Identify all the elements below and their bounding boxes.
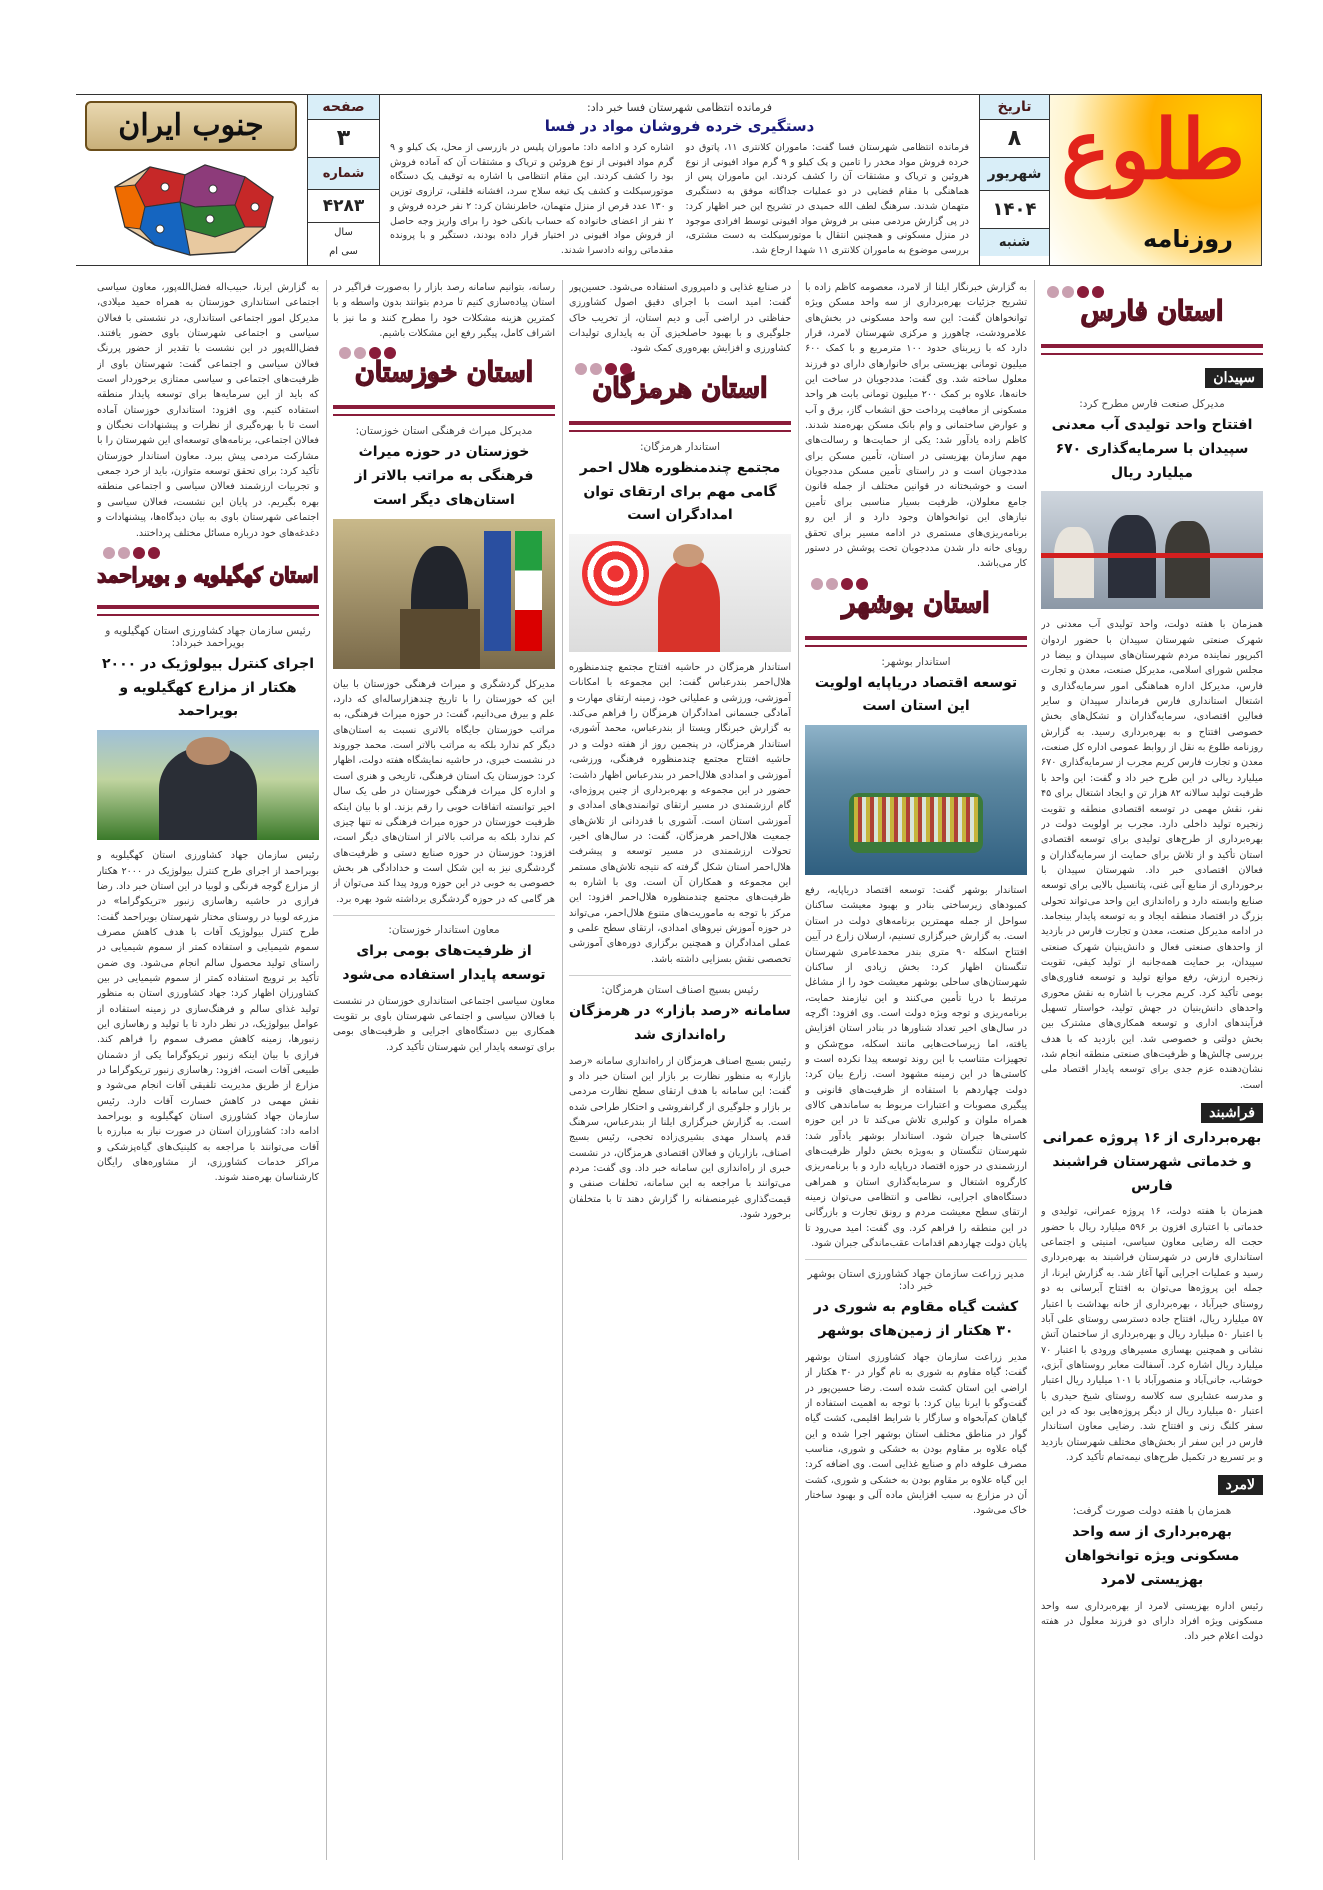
article-headline: از ظرفیت‌های بومی برای توسعه پایدار استفاده می‌شود (342, 942, 546, 983)
column-divider (562, 280, 563, 1860)
article-body: همزمان با هفته دولت، واحد تولیدی آب معدنی در شهرک صنعتی شهرستان سپیدان با حضور اردوان اکبرپور نماینده مردم شهرستان‌های سپیدان و بیضا در مجلس شورای اسلامی، مدیرکل صنعت، معدن و تجارت فارس، مدیرکل اداره هماهنگی امور سرمایه‌گذاری و اشتغال استانداری فارس فرماندار سپیدان و سایر فعالین اقتصادی، سرمایه‌گذاران و تشکل‌های بخش خصوصی افتتاح و به بهره‌برداری رسید. به گزارش روزنامه طلوع به نقل از روابط عمومی اداره کل صنعت، معدن و تجارت فارس کریم مجرب از سرمایه‌گذاری ۶۷۰ میلیارد ریالی در این طرح خبر داد و گفت: این واحد با ظرفیت تولید سالانه ۸۲ هزار تن و ایجاد اشتغال برای ۴۵ نفر، نقش مهمی در توسعه اقتصادی منطقه و تقویت زنجیره تولید داخلی دارد. مجرب بر اولویت دولت در بهره‌برداری از طرح‌های تولیدی برای توسعه اقتصادی استان تأکید و از تلاش برای حمایت از سرمایه‌گذاران و فعالان اقتصادی خبر داد. شهرستان سپیدان با برخورداری از منابع آبی غنی، پتانسیل بالایی برای توسعه صنایع وابسته دارد و راه‌اندازی این واحد می‌تواند تحولی بزرگ در اقتصاد منطقه ایجاد و به توسعه پایدار بینجامد. در ادامه مدیرکل صنعت، معدن و تجارت فارس در بازدید از واحدهای صنعتی فعال و دانش‌بنیان شهرک صنعتی سپیدان، بر حمایت همه‌جانبه از تولید کیفی، تقویت زنجیره ارزش، رفع موانع تولید و توسعه فناوری‌های بومی تأکید کرد. کریم مجرب با اشاره به نقش محوری واحدهای دانش‌بنیان در جهش تولید، خواستار تسهیل فرآیندهای اداری و توسعه همکاری‌های مشترک بین بخش دولتی و خصوصی شد. این بازدید که با هدف بررسی چالش‌ها و ظرفیت‌های صنعتی منطقه انجام شد، نشان‌دهنده عزم جدی برای توسعه پایدار اقتصاد ملی است. (1041, 619, 1263, 1091)
section-title-kohgiluyeh: استان کهگیلویه و بویراحمد (97, 562, 319, 587)
page-label: صفحه (308, 95, 379, 120)
article-body: استاندار بوشهر گفت: توسعه اقتصاد دریاپایه، رفع کمبودهای زیرساختی بنادر و بهبود معیشت ساکنان سواحل از جمله مهمترین برنامه‌های دولت در استان است. به گزارش خبرگزاری تسنیم، ارسلان زارع در آیین افتتاح اسکله ۹۰ متری بندر محمدعامری شهرستان تنگستان اظهار کرد: بخش زیادی از ساکنان شهرستان‌های ساحلی بوشهر معیشت خود را از مشاغل مرتبط با دریا تأمین می‌کنند و این نیازمند حمایت، برنامه‌ریزی و توجه ویژه دولت است. وی افزود: اگرچه در سال‌های اخیر تعداد شناورها در بنادر استان افزایش یافته، اما زیرساخت‌هایی مانند اسکله، موج‌شکن و تجهیزات متناسب با این روند توسعه پیدا نکرده است و کاستی‌ها در این زمینه مشهود است. زارع بیان کرد: دولت چهاردهم با استفاده از ظرفیت‌های قانونی و پیگیری مصوبات و اعتبارات مربوط به ساماندهی کالای همراه ملوان و کولبری تلاش می‌کند تا در این حوزه کاستی‌ها جبران شود. استاندار بوشهر یادآور شد: شهرستان تنگستان و به‌ویژه بخش دلوار ظرفیت‌های ارزشمندی در حوزه اقتصاد دریاپایه دارد و با برنامه‌ریزی کارگروه اشتغال و سرمایه‌گذاری استان و همراهی دستگاه‌های اجرایی، نظامی و انتظامی می‌توان زمینه ارتقای سطح معیشت مردم و رونق تجارت و بازرگانی در این منطقه را فراهم کرد. وی گفت: امید می‌رود تا پایان دولت چهاردهم اقدامات عقب‌ماندگی جبران شود. (805, 885, 1027, 1250)
article-headline: افتتاح واحد تولیدی آب معدنی سپیدان با سرمایه‌گذاری ۶۷۰ میلیارد ریال (1051, 417, 1253, 481)
column-khuzestan (333, 280, 555, 1860)
masthead (76, 94, 1262, 266)
section-header-bushehr (805, 576, 1027, 650)
article-kicker: رئیس بسیج اصناف استان هرمزگان: (601, 983, 759, 996)
newspaper-logo (1049, 95, 1261, 265)
city-tag-lamerd: لامرد (1218, 1475, 1263, 1495)
issue-number: ۴۲۸۳ (308, 190, 379, 223)
column-hormozgan (569, 280, 791, 1860)
article-headline: بهره‌برداری از ۱۶ پروژه عمرانی و خدماتی شهرستان فراشبند فارس (1042, 1130, 1262, 1194)
region-title: جنوب ایران (85, 101, 297, 151)
article-body: مدیرکل گردشگری و میراث فرهنگی خوزستان با بیان این که خوزستان را با تاریخ چندهزارساله‌ای که دارد، علم و بیرق می‌دانیم، گفت: در حوزه میراث فرهنگی، به مراتب خوزستان جایگاه بالاتری نسبت به استان‌های دیگر کم ندارد بلکه به مراتب بالاتر است. محمد جوروند در نشست خبری، در حاشیه نمایشگاه هفته دولت، اظهار کرد: خوزستان یک استان فرهنگی، تاریخی و هنری است و اداره کل میراث فرهنگی خوزستان در طی یک سال اخیر توانسته اتفاقات خوبی را رقم بزند. او با بیان اینکه ظرفیت خوزستان در حوزه میراث فرهنگی نه تنها چیزی کم ندارد بلکه به مراتب بالاتر از استان‌های دیگر است، افزود: خوزستان در حوزه صنایع دستی و ظرفیت‌های گردشگری نیز به این شکل است و خدادادگی هر بخش خصوصی به خوبی در این حوزه ورود پیدا کند می‌توان از هر گامی که در حوزه گردشگری برداشته شود بهره برد. (333, 678, 555, 905)
article-headline: اجرای کنترل بیولوژیک در ۲۰۰۰ هکتار از مزارع کهگیلویه و بویراحمد (101, 655, 315, 720)
article-headline: سامانه «رصد بازار» در هرمزگان راه‌اندازی شد (569, 1002, 791, 1043)
section-header-fars (1041, 284, 1263, 358)
article-kicker: همزمان با هفته دولت صورت گرفت: (1072, 1505, 1232, 1518)
article-body: همزمان با هفته دولت، ۱۶ پروژه عمرانی، تولیدی و خدماتی با اعتباری افزون بر ۵۹۶ میلیارد ریال با حضور حجت اله رضایی معاون سیاسی، امنیتی و اجتماعی استانداری فارس در شهرستان فراشبند به بهره‌برداری رسید و عملیات اجرایی آنها آغاز شد. به گزارش ایرنا، از جمله این پروژه‌ها می‌توان به افتتاح آبرسانی به دو روستای خیرآباد ، بهره‌برداری از خانه بهداشت با اعتبار ۵۷ میلیارد ریال، افتتاح جاده دسترسی روستای علی آباد با اعتبار ۵۰ میلیارد ریال و بهره‌برداری از ساختمان آتش نشانی و همچنین بهسازی مسیرهای ورودی با اعتبار ۷۰ میلیارد ریال اشاره کرد. آسفالت معابر روستاهای آبزی، خوشاب، جانی‌آباد و منصورآباد با ۱۰۱ میلیارد ریال اعتبار و مدرسه عشایری سه کلاسه روستای شیخ حیدری با اعتبار ۵۰ میلیارد ریال از دیگر پروژه‌هایی بود که در این سفر کلنگ زنی و افتتاح شد. رضایی معاون استاندار فارس در این سفر از بخش‌های مختلف شهرستان بازدید و بر تسریع در تکمیل طرح‌های نیمه‌تمام تأکید کرد. (1041, 1206, 1263, 1463)
section-header-hormozgan (569, 361, 791, 435)
header-news-col1: فرمانده انتظامی شهرستان فسا گفت: ماموران کلانتری ۱۱، پاتوق دو خرده فروش مواد مخدر را تامین و یک کیلو و ۹ گرم مواد افیونی از نوع هروئین و تریاک و مشتقات آن را کشف کردند. این ماموران پس از هماهنگی با مقام قضایی در دو عملیات جداگانه موفق به دستگیری متهمان شدند. سرهنگ لطف الله حمیدی در تشریح این خبر اظهار کرد: در پی گزارش مردمی مبنی بر فروش مواد افیونی توسط افرادی موجود در منزل مسکونی و همچنین انتقال با موتورسیکلت به دست مشتری، بررسی موضوع به ماموران کلانتری ۱۱ شهدا ارجاع شد. (685, 142, 969, 257)
logo-subtitle: روزنامه (1143, 225, 1233, 253)
article-body: در صنایع غذایی و دامپروری استفاده می‌شود. حسین‌پور گفت: امید است با اجرای دقیق اصول کشاورزی حفاظتی در اراضی آبی و دیم استان، از تخریب خاک جلوگیری و با بهبود حاصلخیزی آن به پایداری تولیدات کشاورزی و افزایش بهره‌وری کمک شود. (569, 282, 791, 355)
article-kicker: استاندار بوشهر: (881, 655, 951, 668)
article-headline: توسعه اقتصاد دریاپایه اولویت این استان است (814, 674, 1018, 715)
article-body: رئیس سازمان جهاد کشاورزی استان کهگیلویه و بویراحمد از اجرای طرح کنترل بیولوژیک در ۲۰۰۰ هکتار از مزارع گوجه فرنگی و لوبیا در این استان خبر داد. رضا فرازی در حاشیه رهاسازی زنبور «تریکوگراما» در مزرعه لوبیا در روستای مختار شهرستان بویراحمد گفت: طرح کنترل بیولوژیک آفات با هدف کاهش مصرف سموم شیمیایی و استفاده کمتر از سموم شیمیایی در راستای تولید محصول سالم انجام می‌شود. وی ضمن تأکید بر ترویج استفاده کمتر از سموم شیمیایی در بین کشاورزان اظهار کرد: جهاد کشاورزی استان به منظور تولید غذای سالم و فرهنگ‌سازی در زمینه استفاده از عوامل بیولوژیک، در نظر دارد تا با تولید و رهاسازی این زنبورها، زمینه کاهش مصرف سموم را فراهم کند. فرازی با بیان اینکه زنبور تریکوگراما یکی از دشمنان طبیعی آفات است، افزود: رهاسازی زنبور تریکوگراما در مزارع از طریق مدیریت تلفیقی آفات انجام می‌شود و نقش مهمی در کاهش خسارت آفات دارد. رئیس سازمان جهاد کشاورزی استان کهگیلویه و بویراحمد ادامه داد: کشاورزان استان در صورت نیاز به مبارزه با آفات می‌توانند با مراجعه به کلینیک‌های گیاه‌پزشکی و مراکز خدمات کشاورزی، از مشاوره‌های رایگان کارشناسان بهره‌مند شوند. (97, 850, 319, 1184)
column-fars (1041, 280, 1263, 1860)
section-header-khuzestan (333, 345, 555, 419)
logo-text: طلوع (1061, 102, 1245, 198)
date-box (979, 95, 1049, 265)
year-label: سال (334, 227, 353, 238)
section-title-khuzestan: استان خوزستان (354, 357, 534, 389)
section-title-hormozgan: استان هرمزگان (592, 372, 768, 404)
city-tag-farashband: فراشبند (1201, 1103, 1263, 1123)
date-day: ۸ (980, 120, 1049, 158)
south-iran-map (95, 157, 285, 261)
article-headline: بهره‌برداری از سه واحد مسکونی ویژه توانخواهان بهزیستی لامرد (1064, 1524, 1240, 1588)
header-news-kicker: فرمانده انتظامی شهرستان فسا خبر داد: (586, 101, 773, 114)
article-kicker: رئیس سازمان جهاد کشاورزی استان کهگیلویه و بویراحمد خبرداد: (105, 624, 311, 649)
header-news-title: دستگیری خرده فروشان مواد در فسا (544, 117, 815, 135)
column-bushehr (805, 280, 1027, 1860)
column-divider (1034, 280, 1035, 1860)
article-kicker: مدیرکل میراث فرهنگی استان خوزستان: (355, 425, 533, 438)
issue-label: شماره (308, 158, 379, 190)
page-box (307, 95, 379, 265)
section-header-kohgiluyeh (97, 545, 319, 619)
article-kicker: مدیرکل صنعت فارس مطرح کرد: (1079, 398, 1225, 410)
article-kicker: استاندار هرمزگان: (639, 440, 721, 453)
section-title-fars: استان فارس (1080, 296, 1224, 327)
region-box (75, 95, 307, 265)
header-news (379, 95, 979, 265)
date-year: ۱۴۰۴ (980, 191, 1049, 229)
article-body: رئیس اداره بهزیستی لامرد از بهره‌برداری سه واحد مسکونی ویژه افراد دارای دو فرزند معلول در هفته دولت اعلام خبر داد. (1041, 1600, 1263, 1643)
header-news-col2: اشاره کرد و ادامه داد: ماموران پلیس در بازرسی از محل، یک کیلو و ۹ گرم مواد افیونی از نوع هروئین و تریاک و مشتقات آن که آماده فروش بود را کشف کردند. این مقام انتظامی با اشاره به توقیف یک دستگاه موتورسیکلت و کشف یک تیغه سلاح سرد، افشانه فلفلی، ترازوی توزین و ۱۳۰ عدد قرص از منزل متهمان، خاطرنشان کرد: ۲ نفر خرده فروش و ۲ نفر از اعضای خانواده که حساب بانکی خود را برای واریز وجه حاصل از فروش مواد افیونی در اختیار قرار داده بودند، دستگیر و با پرونده مقدماتی روانه دادسرا شدند. (390, 142, 674, 257)
article-body: استاندار هرمزگان در حاشیه افتتاح مجتمع چندمنظوره هلال‌احمر بندرعباس گفت: این مجموعه با امکانات آموزشی، ورزشی و عملیاتی خود، زمینه ارتقای مهارت و آمادگی جسمانی امدادگران هرمزگان را فراهم می‌کند. به گزارش خبرنگار ویستا از بندرعباس، محمد آشوری، استاندار هرمزگان، در پنجمین روز از هفته دولت و در حاشیه افتتاح مجتمع چندمنظوره فرهنگی، ورزشی، آموزشی و امدادی هلال‌احمر در بندرعباس اظهار داشت: حضور در این مجموعه و بهره‌برداری از چنین پروژه‌ای، گام ارزشمندی در مسیر ارتقای توانمندی‌های امدادی و آموزشی استان است. آشوری با قدردانی از تلاش‌های جمعیت هلال‌احمر هرمزگان، گفت: در سال‌های اخیر، تحولات ارزشمندی در مسیر توسعه و پیشرفت هلال‌احمر استان شکل گرفته که نتیجه تلاش‌های مستمر این مجموعه و همکاران آن است. وی با اشاره به ظرفیت‌های مجتمع چندمنظوره هلال‌احمر افزود: این مرکز با توجه به ماموریت‌های متنوع هلال‌احمر، می‌تواند در حوزه آموزش نیروهای امدادی، ارتقای سطح علمی و عملی امدادگران و همچنین برگزاری دوره‌های آموزشی تخصصی نقش بسزایی داشته باشد. (569, 662, 791, 965)
article-body: رسانه، بتوانیم سامانه رصد بازار را به‌صورت فراگیر در استان پیاده‌سازی کنیم تا مردم بتوانند بدون واسطه و با کمترین هزینه مشکلات خود را مطرح کنند و ما نیز با اشراف کامل، پیگیر رفع این مشکلات باشیم. (333, 282, 555, 340)
article-headline: کشت گیاه مقاوم به شوری در ۳۰ هکتار از زمین‌های بوشهر (813, 1299, 1019, 1340)
year-number: سی ام (329, 246, 358, 257)
article-headline: مجتمع چندمنظوره هلال احمر گامی مهم برای ارتقای توان امدادگران است (579, 459, 781, 524)
article-kicker: معاون استاندار خوزستان: (388, 923, 500, 936)
article-body: معاون سیاسی اجتماعی استانداری خوزستان در نشست با فعالان سیاسی و اجتماعی شهرستان باوی بر تقویت همکاری بین دستگاه‌های اجرایی و ظرفیت‌های بومی برای توسعه پایدار این شهرستان تأکید کرد. (333, 995, 555, 1053)
harbor-photo (805, 725, 1027, 875)
section-title-bushehr: استان بوشهر (842, 587, 990, 619)
red-crescent-photo (569, 534, 791, 652)
article-headline: خوزستان در حوزه میراث فرهنگی به مراتب بالاتر از استان‌های دیگر است (354, 444, 534, 508)
podium-photo (333, 519, 555, 669)
ribbon-cutting-photo (1041, 491, 1263, 609)
article-body: رئیس بسیج اصناف هرمزگان از راه‌اندازی سامانه «رصد بازار» به منظور نظارت بر بازار این استان خبر داد و گفت: این سامانه با هدف ارتقای سطح نظارت مردمی بر بازار و جلوگیری از گرانفروشی و احتکار طراحی شده است. به گزارش خبرگزاری ایلنا از بندرعباس، سرهنگ قدم پاسدار مهدی بشیری‌زاده تخجی، رئیس بسیج اصناف، بازاریان و فعالان اقتصادی هرمزگان، در نشست خبری از راه‌اندازی این سامانه خبر داد. وی گفت: مردم می‌توانند با مراجعه به این سامانه، تخلفات صنفی و قیمت‌گذاری غیرمنصفانه را گزارش دهند تا با متخلفان برخورد شود. (569, 1055, 791, 1221)
city-tag-sepidan: سپیدان (1205, 368, 1263, 388)
article-body: به گزارش خبرنگار ایلنا از لامرد، معصومه کاظم زاده با تشریح جزئیات بهره‌برداری از سه واحد مسکن ویژه توانخواهان گفت: این سه واحد مسکونی در بخش‌های علامرودشت، چاهورز و مرکزی شهرستان لامرد، قرار دارد که با زیربنای حدود ۱۰۰ مترمربع و با کمک ۶۰۰ میلیون تومانی بهزیستی برای خانوارهای دارای دو فرزند معلول ساخته شد. وی گفت: مددجویان در ساخت این خانه‌ها، علاوه بر کمک ۲۰۰ میلیون تومانی بابت هر واحد مسکونی از معافیت پرداخت حق انشعاب گاز، برق و آب و عوارض ساختمانی و وام بانک مسکن بهره‌مند شدند. کاظم زاده یادآور شد: یکی از حمایت‌ها و رسالت‌های مهم سازمان بهزیستی در استان، تأمین مسکن برای مددجویان است و در راستای تأمین مسکن مددجویان است و خوشبختانه در قوانین مختلف از جمله قانون جامع معلولان، ظرفیت بسیار مناسبی برای تأمین نیازهای این توانخواهان وجود دارد و از این رو برنامه‌ریزی‌های مستمری در ادامه مسیر برای تحقق رویای خانه دار شدن مددجویان تحت پوشش در دستور کار می‌باشد. (805, 282, 1027, 570)
official-portrait-photo (97, 730, 319, 840)
column-kohgiluyeh (97, 280, 319, 1860)
date-weekday: شنبه (980, 229, 1049, 256)
article-body: مدیر زراعت سازمان جهاد کشاورزی استان بوشهر گفت: گیاه مقاوم به شوری به نام گوار در ۳۰ هکتار از اراضی این استان کشت شده است. رضا حسین‌پور در گفت‌وگو با ایرنا بیان کرد: با توجه به اهمیت استفاده از گیاهان کم‌آبخواه و سازگار با شرایط اقلیمی، کشت گیاه گوار در مناطق مختلف استان بوشهر اجرا شده و این گیاه علاوه بر مقاوم بودن به خشکی و شوری، مناسب مصرف علوفه دام و صنایع غذایی است. وی اضافه کرد: این گیاه علاوه بر مقاوم بودن به خشکی و شوری، کشت آن در مزارع به سبب افزایش ماده آلی و بهبود ساختار خاک می‌شود. (805, 1351, 1027, 1517)
page-number: ۳ (308, 120, 379, 158)
article-kicker: مدیر زراعت سازمان جهاد کشاورزی استان بوشهر خبر داد: (807, 1268, 1025, 1293)
date-label: تاریخ (980, 95, 1049, 120)
column-divider (798, 280, 799, 1860)
date-month: شهریور (980, 158, 1049, 191)
column-divider (326, 280, 327, 1860)
article-body: به گزارش ایرنا، حبیب‌اله فضل‌الله‌پور، معاون سیاسی اجتماعی استانداری خوزستان به همراه حمید میلادی، مدیرکل امور اجتماعی استانداری، در نشستی با فعالان سیاسی و اجتماعی شهرستان باوی حضور یافتند. فضل‌الله‌پور در این نشست با تقدیر از حضور پررنگ فعالان سیاسی و اجتماعی گفت: شهرستان باوی از ظرفیت‌های اجتماعی و سیاسی ممتازی برخوردار است که باید از این سرمایه‌ها برای توسعه پایدار منطقه استفاده کنیم. وی افزود: استانداری خوزستان آماده است تا با بهره‌گیری از نظرات و پیشنهادات نخبگان و فعالان اجتماعی، برنامه‌های توسعه‌ای این شهرستان را با مشارکت مردمی پیش ببرد. معاون استاندار خوزستان تأکید کرد: برای تحقق توسعه متوازن، باید از خرد جمعی و تجربیات ارزشمند فعالان سیاسی و اجتماعی منطقه بهره بگیریم. در پایان این نشست، فعالان سیاسی و اجتماعی شهرستان باوی به بیان دیدگاه‌ها، پیشنهادات و دغدغه‌های خود درباره مسائل مختلف پرداختند. (97, 282, 319, 539)
